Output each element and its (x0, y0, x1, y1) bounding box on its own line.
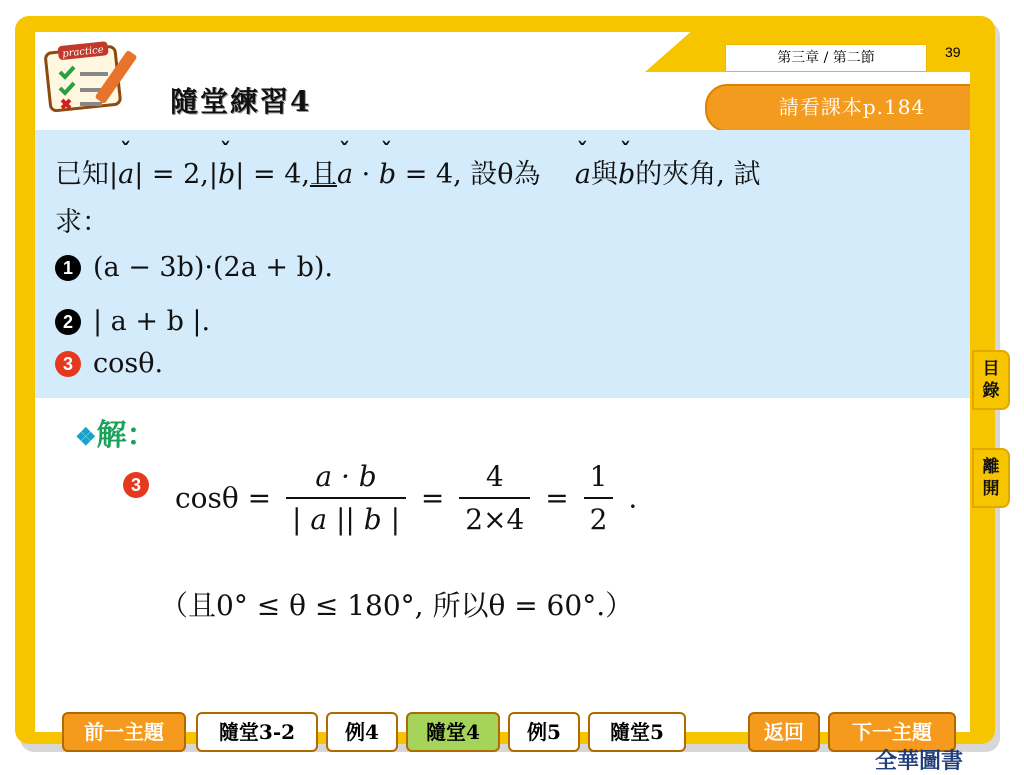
magnitude-a: = 2, (151, 159, 209, 190)
problem-prefix: 已知 (55, 159, 109, 190)
item-2-bullet: 2 (55, 309, 81, 335)
fraction-2-denominator: 2×4 (459, 497, 530, 536)
item-1-bullet: 1 (55, 255, 81, 281)
solution-note: （且0° ≤ θ ≤ 180°, 所以θ = 60°.） (160, 589, 634, 622)
cos-theta: cosθ = (175, 481, 272, 515)
item-3-bullet: 3 (55, 351, 81, 377)
solution-item-bullet: 3 (123, 472, 149, 498)
fraction-3 (584, 460, 614, 536)
page-title: 隨堂練習4 (170, 85, 312, 118)
chapter-label: 第三章 / 第二節 (725, 44, 927, 72)
fraction-1-numerator: a · b (315, 460, 377, 493)
solution-label (75, 410, 157, 454)
and-word: 且 (309, 159, 337, 190)
and-word-2: 與 (590, 159, 618, 190)
diamond-bullet-icon: ❖ (75, 422, 97, 451)
publisher-logo: 全華圖書 (875, 749, 964, 774)
solution-label-text: 解： (96, 418, 157, 453)
fraction-1 (286, 460, 406, 536)
problem-item-3 (55, 348, 163, 379)
problem-line-1: 已知|ˇ a| = 2,|ˇ b| = 4,且ˇ a · ˇ b = 4, 設θ為 ˇ a與ˇ b的夾角, 試 (55, 152, 760, 191)
textbook-reference-button[interactable]: 請看課本p.184 (705, 84, 970, 132)
practice-checklist-icon (40, 40, 150, 115)
exit-tab[interactable] (972, 448, 1010, 508)
fraction-3-denominator: 2 (584, 497, 614, 536)
equals-2: = (545, 481, 569, 515)
angle-text: 的夾角, 試 (635, 159, 761, 190)
solution-formula (175, 460, 637, 536)
fraction-3-numerator: 1 (589, 460, 608, 493)
fraction-1-denominator: | a || b | (286, 497, 406, 536)
practice-5-button[interactable]: 隨堂5 (588, 712, 686, 752)
problem-item-2 (55, 306, 210, 337)
problem-item-1 (55, 252, 333, 283)
magnitude-b: = 4, (253, 159, 310, 190)
example-5-button[interactable]: 例5 (508, 712, 580, 752)
svg-text:practice: practice (61, 44, 105, 60)
equals-1: = (420, 481, 445, 515)
back-button[interactable]: 返回 (748, 712, 820, 752)
example-4-button[interactable]: 例4 (326, 712, 398, 752)
practice-4-button[interactable]: 隨堂4 (406, 712, 500, 752)
problem-line-2: 求： (55, 207, 109, 238)
fraction-2 (459, 460, 530, 536)
exit-tab-label: 離開 (982, 457, 1000, 499)
item-2-text: | a + b |. (93, 306, 211, 337)
formula-period: . (628, 481, 638, 515)
next-topic-button[interactable]: 下一主題 (828, 712, 956, 752)
item-3-text: cosθ. (93, 348, 164, 379)
dot-product-text: = 4, 設θ為 (404, 159, 541, 190)
fraction-2-numerator: 4 (485, 460, 504, 493)
problem-panel (35, 130, 970, 398)
toc-tab-label: 目錄 (982, 359, 1000, 401)
slide-content (35, 32, 970, 732)
page-number: 39 (945, 44, 961, 60)
item-1-text: (a − 3b)·(2a + b). (93, 252, 333, 283)
toc-tab[interactable] (972, 350, 1010, 410)
practice-3-2-button[interactable]: 隨堂3-2 (196, 712, 318, 752)
prev-topic-button[interactable]: 前一主題 (62, 712, 186, 752)
